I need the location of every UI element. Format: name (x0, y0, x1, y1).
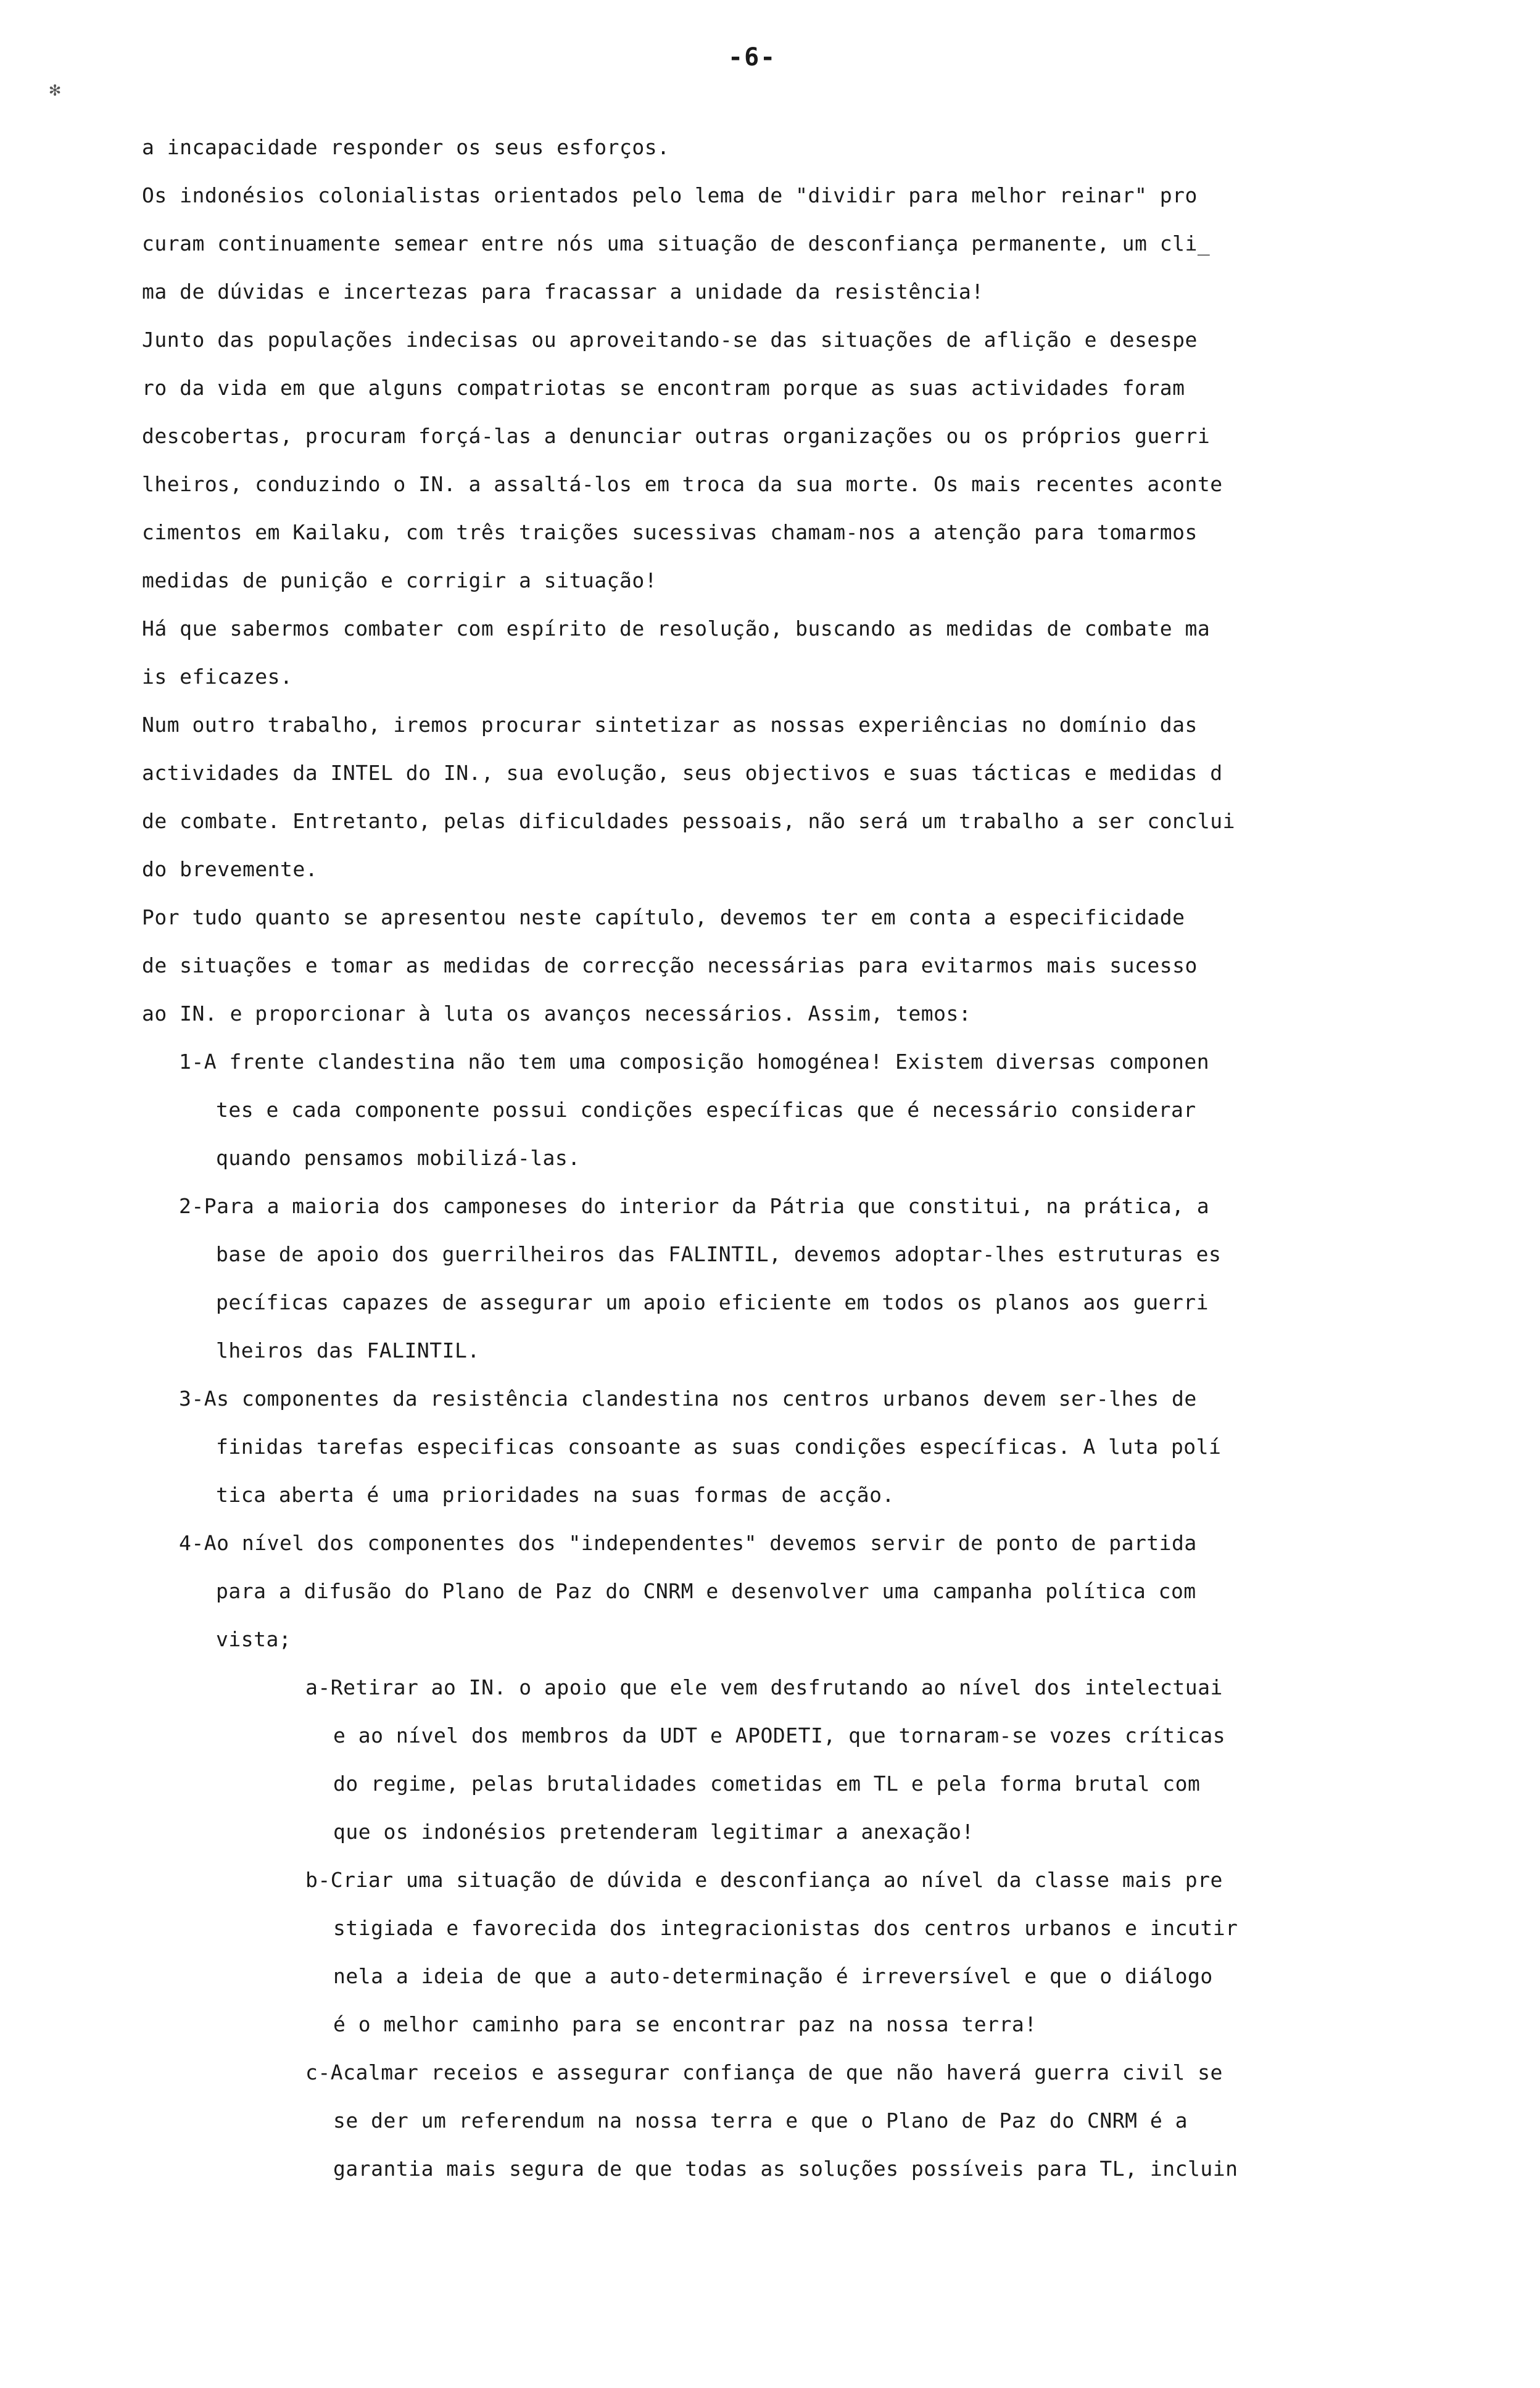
body-text (142, 123, 1431, 2193)
text-line: Há que sabermos combater com espírito de resolução, buscando as medidas de combate ma (142, 616, 1211, 641)
cont-1-line: tica aberta é uma prioridades na suas formas de acção. (216, 1483, 895, 1507)
text-line: do brevemente. (142, 857, 318, 881)
cont-1-line: tes e cada componente possui condições específicas que é necessário considerar (216, 1098, 1196, 1122)
cont-2-line: se der um referendum na nossa terra e que o Plano de Paz do CNRM é a (333, 2108, 1188, 2133)
cont-1-line: quando pensamos mobilizá-las. (216, 1146, 581, 1170)
cont-2-line: nela a ideia de que a auto-determinação é irreversível e que o diálogo (333, 1964, 1213, 1988)
scan-mark: ✻ (49, 79, 61, 101)
cont-2-line: que os indonésios pretenderam legitimar a anexação! (333, 1820, 974, 1844)
sub-item-line: b-Criar uma situação de dúvida e desconfiança ao nível da classe mais pre (305, 1868, 1223, 1892)
text-line: Junto das populações indecisas ou aproveitando-se das situações de aflição e desespe (142, 328, 1198, 352)
sub-item-line: a-Retirar ao IN. o apoio que ele vem desfrutando ao nível dos intelectuai (305, 1675, 1223, 1699)
cont-1-line: base de apoio dos guerrilheiros das FALINTIL, devemos adoptar-lhes estruturas es (216, 1242, 1222, 1266)
text-line: Por tudo quanto se apresentou neste capítulo, devemos ter em conta a especificidade (142, 905, 1185, 929)
list-item-line: 4-Ao nível dos componentes dos "independentes" devemos servir de ponto de partida (179, 1531, 1197, 1555)
cont-2-line: garantia mais segura de que todas as soluções possíveis para TL, incluin (333, 2157, 1238, 2181)
text-line: descobertas, procuram forçá-las a denunciar outras organizações ou os próprios guerri (142, 424, 1211, 448)
cont-1-line: finidas tarefas especificas consoante as suas condições específicas. A luta polí (216, 1435, 1222, 1459)
page-number: -6- (728, 43, 777, 72)
sub-item-line: c-Acalmar receios e assegurar confiança de que não haverá guerra civil se (305, 2060, 1223, 2084)
text-line: lheiros, conduzindo o IN. a assaltá-los em troca da sua morte. Os mais recentes aconte (142, 472, 1223, 496)
cont-2-line: do regime, pelas brutalidades cometidas em TL e pela forma brutal com (333, 1772, 1201, 1796)
text-line: ao IN. e proporcionar à luta os avanços necessários. Assim, temos: (142, 1001, 972, 1026)
cont-1-line: para a difusão do Plano de Paz do CNRM e desenvolver uma campanha política com (216, 1579, 1196, 1603)
cont-2-line: é o melhor caminho para se encontrar paz na nossa terra! (333, 2012, 1037, 2036)
text-line: de situações e tomar as medidas de correcção necessárias para evitarmos mais sucesso (142, 953, 1198, 977)
cont-2-line: e ao nível dos membros da UDT e APODETI, que tornaram-se vozes críticas (333, 1723, 1226, 1747)
text-line: medidas de punição e corrigir a situação! (142, 568, 658, 592)
text-line: Num outro trabalho, iremos procurar sintetizar as nossas experiências no domínio das (142, 713, 1198, 737)
text-line: ma de dúvidas e incertezas para fracassar a unidade da resistência! (142, 280, 984, 304)
text-line: ro da vida em que alguns compatriotas se encontram porque as suas actividades foram (142, 376, 1185, 400)
text-line: a incapacidade responder os seus esforços. (142, 135, 670, 159)
cont-1-line: pecíficas capazes de assegurar um apoio eficiente em todos os planos aos guerri (216, 1290, 1209, 1314)
text-line: cimentos em Kailaku, com três traições sucessivas chamam-nos a atenção para tomarmos (142, 520, 1198, 544)
list-item-line: 1-A frente clandestina não tem uma composição homogénea! Existem diversas componen (179, 1050, 1210, 1074)
text-line: actividades da INTEL do IN., sua evolução, seus objectivos e suas tácticas e medidas d (142, 761, 1223, 785)
text-line: curam continuamente semear entre nós uma situação de desconfiança permanente, um cli_ (142, 231, 1211, 255)
text-line: is eficazes. (142, 665, 293, 689)
text-line: de combate. Entretanto, pelas dificuldades pessoais, não será um trabalho a ser conclui (142, 809, 1235, 833)
text-line: Os indonésios colonialistas orientados pelo lema de "dividir para melhor reinar" pro (142, 183, 1198, 207)
cont-1-line: vista; (216, 1627, 292, 1651)
cont-2-line: stigiada e favorecida dos integracionistas dos centros urbanos e incutir (333, 1916, 1238, 1940)
cont-1-line: lheiros das FALINTIL. (216, 1338, 480, 1362)
list-item-line: 3-As componentes da resistência clandestina nos centros urbanos devem ser-lhes de (179, 1387, 1197, 1411)
list-item-line: 2-Para a maioria dos camponeses do interior da Pátria que constitui, na prática, a (179, 1194, 1210, 1218)
